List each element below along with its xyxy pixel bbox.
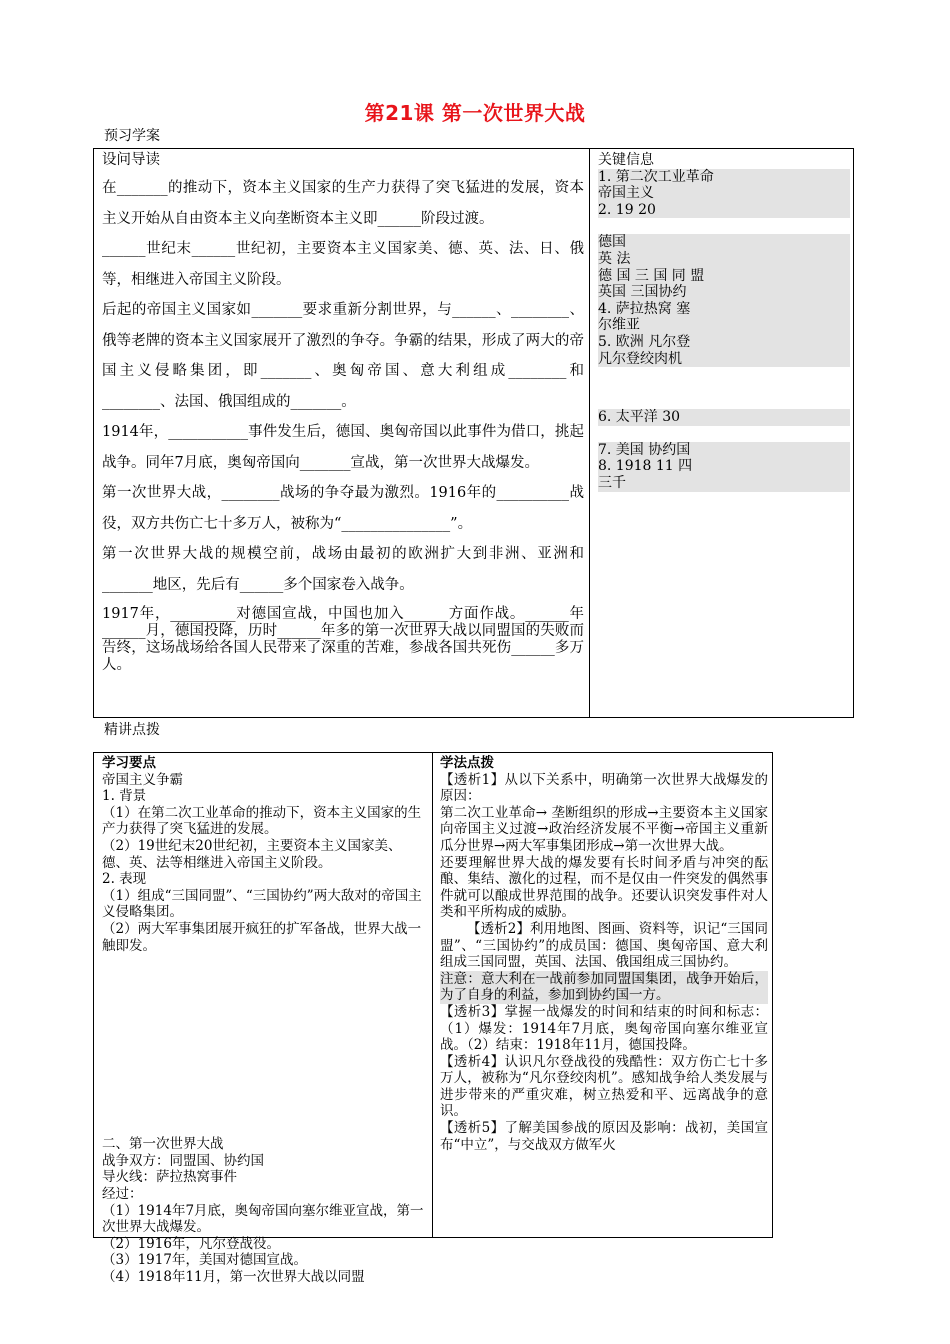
preview-table [93,148,854,718]
key-info-line: 4. 萨拉热窝 塞 [598,301,850,318]
study-point-line: （1）1914年7月底，奥匈帝国向塞尔维亚宣战，第一次世界大战爆发。 [102,1202,424,1236]
question-para: ______世纪末______世纪初，主要资本主义国家美、德、英、法、日、俄等，相继进入帝国主义阶段。 [102,241,584,288]
analysis-5: 【透析5】了解美国参战的原因及影响：战初，美国宣布“中立”，与交战双方做军火 [440,1120,768,1153]
key-info-line: 三千 [598,475,850,492]
question-para: 后起的帝国主义国家如_______要求重新分割世界，与______、________、俄等老牌的资本主义国家展开了激烈的争夺。争霸的结果，形成了两大的帝国主义侵略集团，即_______、奥匈帝国、意大利组成________和________、法国、俄国组成的_______。 [102,302,584,410]
method-tips-column [440,755,768,1153]
section-label-explain: 精讲点拨 [104,722,160,738]
table-divider [432,753,433,1237]
study-point-line: （3）1917年，美国对德国宣战。 [102,1252,307,1269]
study-point-line: （4）1918年11月，第一次世界大战以同盟 [102,1268,365,1285]
study-point-line: （2）两大军事集团展开疯狂的扩军备战，世界大战一触即发。 [102,920,422,954]
key-info-heading: 关键信息 [598,152,654,168]
analysis-note: 注意：意大利在一战前参加同盟国集团，战争开始后，为了自身的利益，参加到协约国一方。 [440,970,768,1004]
study-points-heading: 学习要点 [102,755,156,771]
key-info-line: 德 国 三 国 同 盟 [598,268,850,285]
guided-questions-column [102,152,584,674]
key-info-line: 帝国主义 [598,185,850,202]
question-para: 1917年，_________对德国宣战，中国也加入______方面作战。______年______月，德国投降，历时______年多的第一次世界大战以同盟国的失败而告终，这场战场给各国人民带来了深重的苦难，参战各国共死伤______多万人。 [102,606,584,673]
method-tips-heading: 学法点拨 [440,755,494,771]
question-para: 第一次世界大战的规模空前，战场由最初的欧洲扩大到非洲、亚洲和_______地区，先后有______多个国家卷入战争。 [102,546,584,593]
key-info-line: 尔维亚 [598,317,850,334]
guided-questions-heading: 设问导读 [102,152,160,168]
key-info-line: 7. 美国 协约国 [598,442,850,459]
key-info-line: 凡尔登绞肉机 [598,351,850,368]
key-info-line: 5. 欧洲 凡尔登 [598,334,850,351]
study-point-line: 二、第一次世界大战 [102,1136,224,1153]
key-info-line: 2. 19 20 [598,202,850,219]
study-point-line: 1. 背景 [102,788,147,805]
key-info-line: 1. 第二次工业革命 [598,169,850,186]
analysis-3: 【透析3】掌握一战爆发的时间和结束的时间和标志：（1）爆发：1914年7月底，奥匈帝国向塞尔维亚宣战。（2）结束：1918年11月，德国投降。 [440,1003,768,1054]
key-info-line: 英国 三国协约 [598,284,850,301]
explain-table [93,752,773,1285]
analysis-1-note: 还要理解世界大战的爆发要有长时间矛盾与冲突的酝酿、集结、激化的过程，而不是仅由一件突发的偶然事件就可以酿成世界范围的战争。还要认识突发事件对人类和平所构成的威胁。 [440,854,768,921]
study-points-column [102,755,424,1285]
study-point-line: 导火线：萨拉热窝事件 [102,1169,237,1186]
analysis-2: 【透析2】利用地图、图画、资料等，识记“三国同盟”、“三国协约”的成员国：德国、奥匈帝国、意大利组成三国同盟，英国、法国、俄国组成三国协约。 [440,920,768,971]
study-point-line: 战争双方：同盟国、协约国 [102,1152,264,1169]
question-para: 在_______的推动下，资本主义国家的生产力获得了突飞猛进的发展，资本主义开始从自由资本主义向垄断资本主义即______阶段过渡。 [102,180,584,227]
key-info-line: 德国 [598,234,850,251]
study-point-line: 2. 表现 [102,871,147,888]
key-info-line: 8. 1918 11 四 [598,458,850,475]
key-info-line: 6. 太平洋 30 [598,409,850,426]
study-point-line: 经过： [102,1185,143,1202]
analysis-4: 【透析4】认识凡尔登战役的残酷性：双方伤亡七十多万人，被称为“凡尔登绞肉机”。感知战争给人类发展与进步带来的严重灾难，树立热爱和平、远离战争的意识。 [440,1053,768,1120]
section-label-preview: 预习学案 [104,128,160,144]
study-point-line: 帝国主义争霸 [102,771,183,788]
study-point-line: （1）组成“三国同盟”、“三国协约”两大敌对的帝国主义侵略集团。 [102,887,422,921]
page-title: 第21课 第一次世界大战 [364,101,586,125]
question-para: 第一次世界大战，________战场的争夺最为激烈。1916年的__________战役，双方共伤亡七十多万人，被称为“_______________”。 [102,485,584,532]
question-para: 1914年，___________事件发生后，德国、奥匈帝国以此事件为借口，挑起战争。同年7月底，奥匈帝国向_______宣战，第一次世界大战爆发。 [102,424,584,471]
study-point-line: （1）在第二次工业革命的推动下，资本主义国家的生产力获得了突飞猛进的发展。 [102,804,422,838]
analysis-1: 【透析1】从以下关系中，明确第一次世界大战爆发的原因： [440,771,768,805]
study-point-line: （2）19世纪末20世纪初，主要资本主义国家美、德、英、法等相继进入帝国主义阶段。 [102,837,402,871]
key-info-column [598,152,850,492]
analysis-1-chain: 第二次工业革命→ 垄断组织的形成→主要资本主义国家向帝国主义过渡→政治经济发展不平衡→帝国主义重新瓜分世界→两大军事集团形成→第一次世界大战。 [440,804,768,854]
key-info-line: 英 法 [598,251,850,268]
table-divider [589,149,590,717]
study-point-line: （2）1916年，凡尔登战役。 [102,1235,280,1252]
